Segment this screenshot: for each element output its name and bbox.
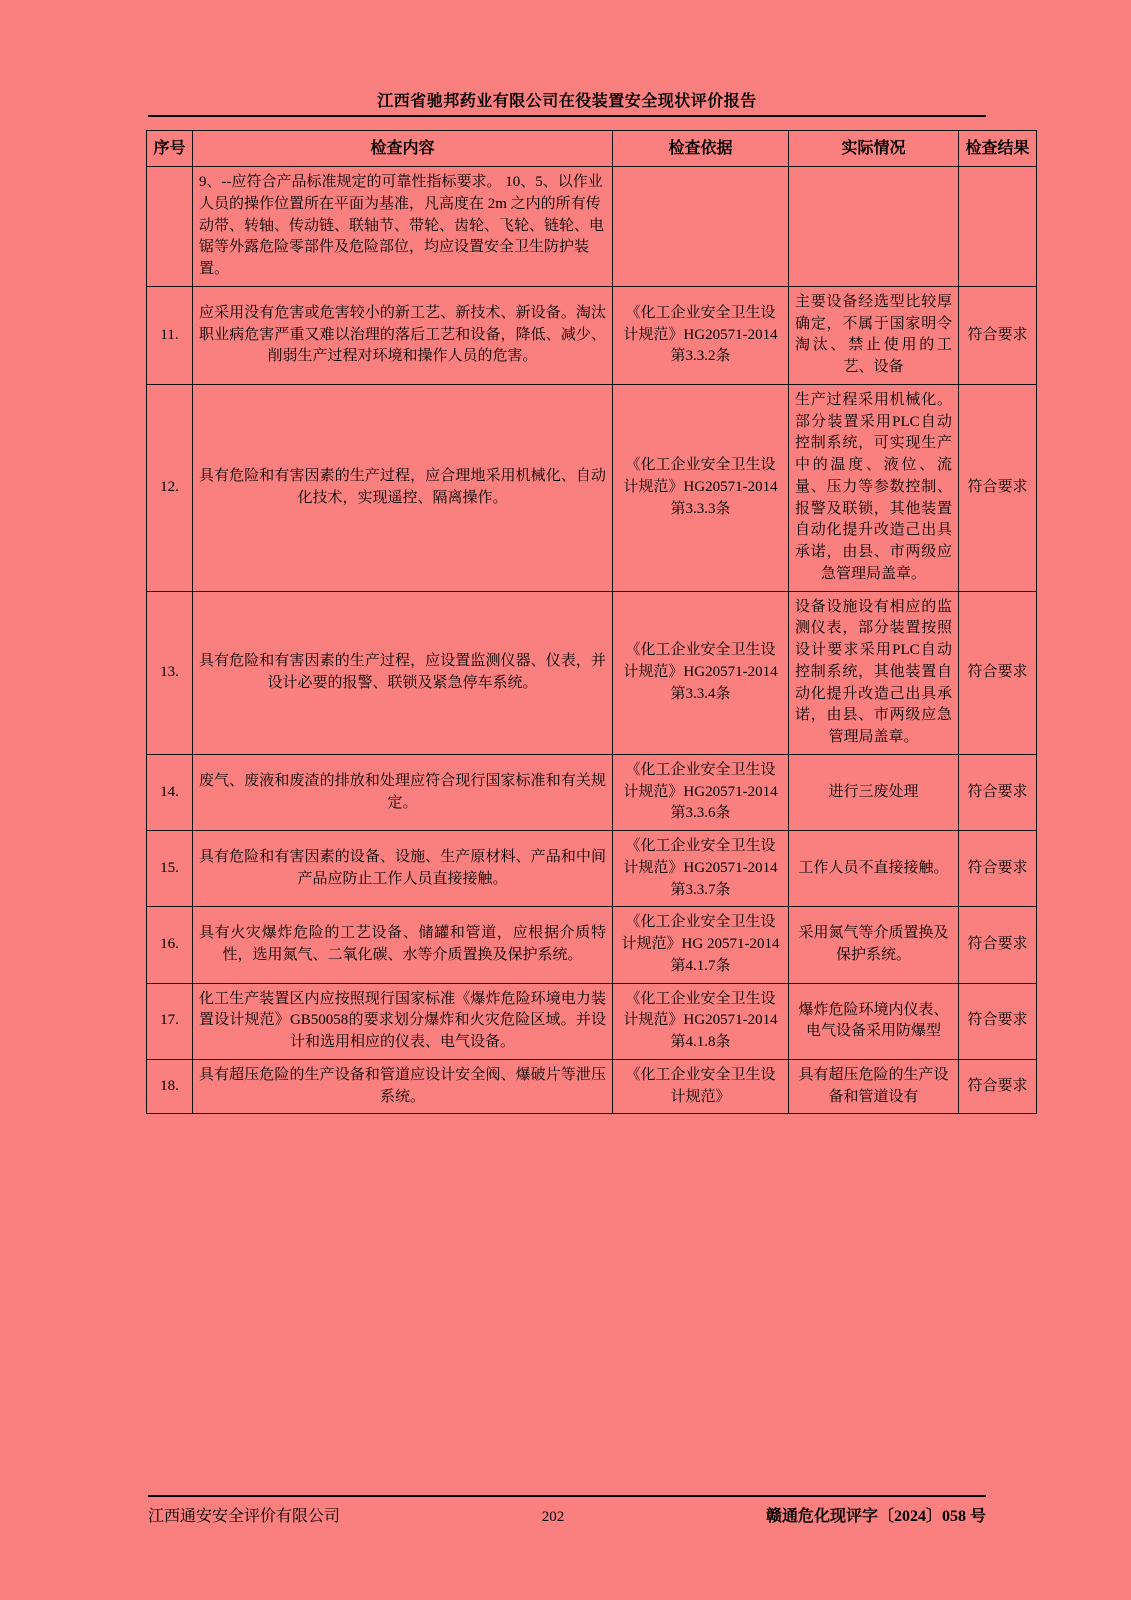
cell-result: 符合要求 bbox=[959, 1059, 1037, 1114]
column-header-actual: 实际情况 bbox=[789, 131, 959, 167]
table-row bbox=[147, 754, 1037, 830]
cell-seq: 16. bbox=[147, 907, 193, 983]
table-row bbox=[147, 591, 1037, 754]
cell-actual: 主要设备经选型比较厚确定，不属于国家明令淘汰、禁止使用的工艺、设备 bbox=[789, 286, 959, 384]
footer-company: 江西通安安全评价有限公司 bbox=[148, 1508, 341, 1525]
cell-seq bbox=[147, 167, 193, 287]
cell-content: 废气、废液和废渣的排放和处理应符合现行国家标准和有关规定。 bbox=[193, 754, 613, 830]
cell-basis: 《化工企业安全卫生设计规范》HG20571-2014第3.3.4条 bbox=[613, 591, 789, 754]
table-row bbox=[147, 1059, 1037, 1114]
cell-actual: 进行三废处理 bbox=[789, 754, 959, 830]
cell-seq: 13. bbox=[147, 591, 193, 754]
table-row bbox=[147, 831, 1037, 907]
cell-result: 符合要求 bbox=[959, 831, 1037, 907]
cell-result: 符合要求 bbox=[959, 286, 1037, 384]
cell-actual: 设备设施设有相应的监测仪表，部分装置按照设计要求采用PLC自动控制系统，其他装置自动化提升改造己出具承诺，由县、市两级应急管理局盖章。 bbox=[789, 591, 959, 754]
column-header-result: 检查结果 bbox=[959, 131, 1037, 167]
cell-seq: 18. bbox=[147, 1059, 193, 1114]
cell-content: 具有危险和有害因素的设备、设施、生产原材料、产品和中间产品应防止工作人员直接接触。 bbox=[193, 831, 613, 907]
cell-content: 应采用没有危害或危害较小的新工艺、新技术、新设备。淘汰职业病危害严重又难以治理的落后工艺和设备，降低、减少、削弱生产过程对环境和操作人员的危害。 bbox=[193, 286, 613, 384]
cell-content: 9、--应符合产品标准规定的可靠性指标要求。 10、5、以作业人员的操作位置所在平面为基准，凡高度在 2m 之内的所有传动带、转轴、传动链、联轴节、带轮、齿轮、飞轮、链轮、电锯等外露危险零部件及危险部位，均应设置安全卫生防护装置。 bbox=[193, 167, 613, 287]
cell-content: 具有危险和有害因素的生产过程，应设置监测仪器、仪表，并设计必要的报警、联锁及紧急停车系统。 bbox=[193, 591, 613, 754]
footer-page-number: 202 bbox=[541, 1509, 565, 1525]
page-header-title: 江西省驰邦药业有限公司在役装置安全现状评价报告 bbox=[377, 93, 757, 110]
column-header-basis: 检查依据 bbox=[613, 131, 789, 167]
column-header-content: 检查内容 bbox=[193, 131, 613, 167]
cell-content: 具有火灾爆炸危险的工艺设备、储罐和管道，应根据介质特性，选用氮气、二氧化碳、水等介质置换及保护系统。 bbox=[193, 907, 613, 983]
cell-result bbox=[959, 167, 1037, 287]
cell-result: 符合要求 bbox=[959, 384, 1037, 591]
cell-basis: 《化工企业安全卫生设计规范》HG20571-2014第3.3.2条 bbox=[613, 286, 789, 384]
cell-actual: 采用氮气等介质置换及保护系统。 bbox=[789, 907, 959, 983]
cell-seq: 14. bbox=[147, 754, 193, 830]
cell-actual bbox=[789, 167, 959, 287]
footer-doc-number: 赣通危化现评字〔2024〕058 号 bbox=[765, 1508, 986, 1525]
cell-result: 符合要求 bbox=[959, 983, 1037, 1059]
page-footer bbox=[148, 1495, 986, 1526]
table-header-row bbox=[147, 131, 1037, 167]
cell-actual: 爆炸危险环境内仪表、电气设备采用防爆型 bbox=[789, 983, 959, 1059]
cell-content: 具有超压危险的生产设备和管道应设计安全阀、爆破片等泄压系统。 bbox=[193, 1059, 613, 1114]
table-row bbox=[147, 983, 1037, 1059]
cell-basis: 《化工企业安全卫生设计规范》HG20571-2014第3.3.7条 bbox=[613, 831, 789, 907]
cell-content: 具有危险和有害因素的生产过程，应合理地采用机械化、自动化技术，实现遥控、隔离操作。 bbox=[193, 384, 613, 591]
cell-content: 化工生产装置区内应按照现行国家标准《爆炸危险环境电力装置设计规范》GB50058的要求划分爆炸和火灾危险区域。并设计和选用相应的仪表、电气设备。 bbox=[193, 983, 613, 1059]
cell-seq: 11. bbox=[147, 286, 193, 384]
table-row bbox=[147, 907, 1037, 983]
column-header-seq: 序号 bbox=[147, 131, 193, 167]
cell-seq: 15. bbox=[147, 831, 193, 907]
table-row bbox=[147, 384, 1037, 591]
table-row bbox=[147, 167, 1037, 287]
cell-basis: 《化工企业安全卫生设计规范》HG 20571-2014第4.1.7条 bbox=[613, 907, 789, 983]
cell-result: 符合要求 bbox=[959, 907, 1037, 983]
cell-actual: 工作人员不直接接触。 bbox=[789, 831, 959, 907]
cell-basis: 《化工企业安全卫生设计规范》HG20571-2014第3.3.6条 bbox=[613, 754, 789, 830]
cell-seq: 12. bbox=[147, 384, 193, 591]
cell-basis: 《化工企业安全卫生设计规范》 bbox=[613, 1059, 789, 1114]
cell-basis: 《化工企业安全卫生设计规范》HG20571-2014第3.3.3条 bbox=[613, 384, 789, 591]
cell-basis: 《化工企业安全卫生设计规范》HG20571-2014第4.1.8条 bbox=[613, 983, 789, 1059]
inspection-table bbox=[146, 130, 1037, 1114]
cell-actual: 生产过程采用机械化。部分装置采用PLC自动控制系统，可实现生产中的温度、液位、流量、压力等参数控制、报警及联锁，其他装置自动化提升改造己出具承诺，由县、市两级应急管理局盖章。 bbox=[789, 384, 959, 591]
cell-result: 符合要求 bbox=[959, 591, 1037, 754]
table-row bbox=[147, 286, 1037, 384]
cell-basis bbox=[613, 167, 789, 287]
cell-actual: 具有超压危险的生产设备和管道设有 bbox=[789, 1059, 959, 1114]
header-divider bbox=[148, 115, 986, 117]
cell-result: 符合要求 bbox=[959, 754, 1037, 830]
cell-seq: 17. bbox=[147, 983, 193, 1059]
